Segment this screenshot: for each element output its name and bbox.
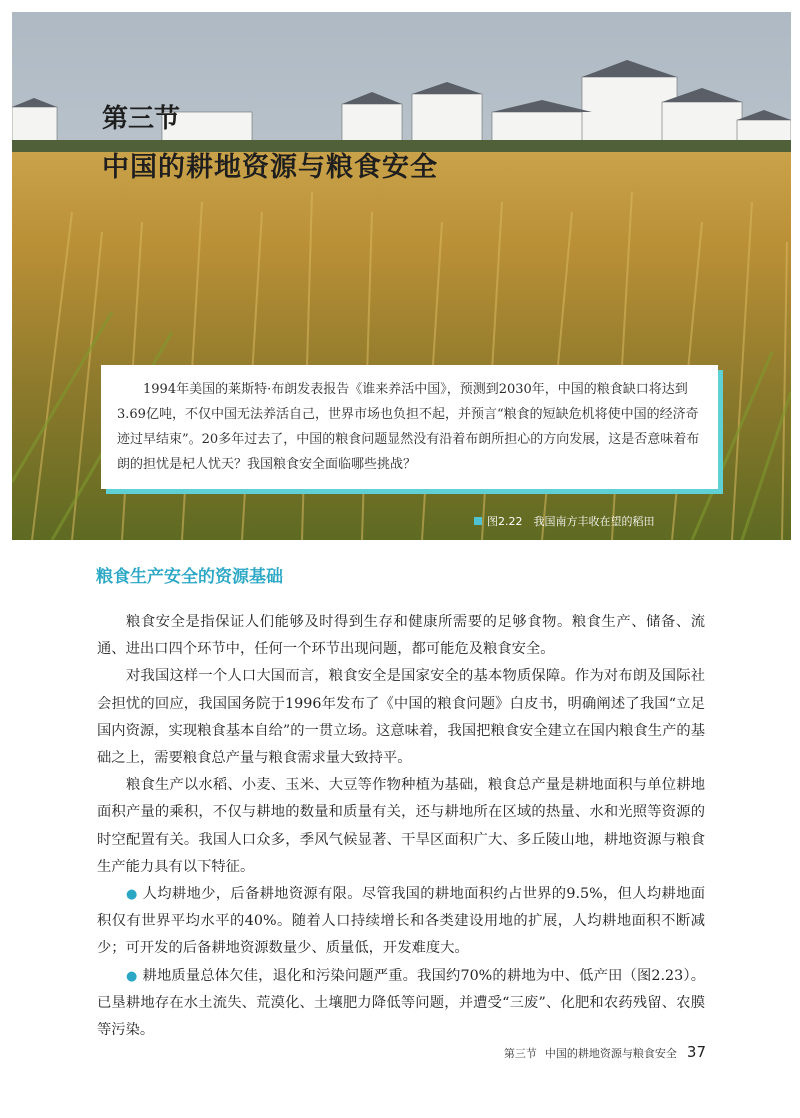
paragraph: 对我国这样一个人口大国而言，粮食安全是国家安全的基本物质保障。作为对布朗及国际社会担忧的回应，我国国务院于1996年发布了《中国的粮食问题》白皮书，明确阐述了我国“立足国内资源，实现粮食基本自给”的一贯立场。这意味着，我国把粮食安全建立在国内粮食生产的基础之上，需要粮食总产量与粮食需求量大致持平。 [97, 668, 705, 767]
chapter-title-block [102, 98, 438, 184]
section-label: 第三节 [102, 104, 181, 134]
bullet-text: 耕地质量总体欠佳，退化和污染问题严重。我国约70%的耕地为中、低产田（图2.23）。已垦耕地存在水土流失、荒漠化、土壤肥力降低等问题，并遭受“三废”、化肥和农药残留、农膜等污染。 [97, 967, 705, 1039]
bullet-item [97, 963, 705, 1045]
intro-box: 1994年美国的莱斯特·布朗发表报告《谁来养活中国》，预测到2030年，中国的粮食缺口将达到3.69亿吨，不仅中国无法养活自己，世界市场也负担不起，并预言“粮食的短缺危机将使中国的经济奇迹过早结束”。20多年过去了，中国的粮食问题显然没有沿着布朗所担心的方向发展，这是否意味着布朗的担忧是杞人忧天？我国粮食安全面临哪些挑战？ [101, 365, 718, 489]
footer-title: 中国的耕地资源与粮食安全 [544, 1047, 677, 1060]
bullet-item [97, 881, 705, 963]
bullet-dot-icon: ● [126, 968, 138, 984]
bullet-dot-icon: ● [126, 887, 138, 903]
paragraph: 粮食安全是指保证人们能够及时得到生存和健康所需要的足够食物。粮食生产、储备、流通、进出口四个环节中，任何一个环节出现问题，都可能危及粮食安全。 [97, 614, 705, 658]
page-footer [504, 1043, 706, 1061]
figure-caption-text: 图2.22 我国南方丰收在望的稻田 [487, 515, 655, 528]
caption-square-icon [474, 517, 482, 525]
chapter-title: 中国的耕地资源与粮食安全 [102, 152, 438, 183]
bullet-text: 人均耕地少，后备耕地资源有限。尽管我国的耕地面积约占世界的9.5%，但人均耕地面积仅有世界平均水平的40%。随着人口持续增长和各类建设用地的扩展，人均耕地面积不断减少；可开发的后备耕地资源数量少、质量低，开发难度大。 [97, 886, 706, 957]
page-number: 37 [686, 1043, 706, 1061]
section-heading: 粮食生产安全的资源基础 [96, 567, 283, 587]
paragraph: 粮食生产以水稻、小麦、玉米、大豆等作物种植为基础，粮食总产量是耕地面积与单位耕地面积产量的乘积，不仅与耕地的数量和质量有关，还与耕地所在区域的热量、水和光照等资源的时空配置有关。我国人口众多，季风气候显著、干旱区面积广大、多丘陵山地，耕地资源与粮食生产能力具有以下特征。 [97, 777, 705, 875]
body-text [97, 609, 705, 1044]
footer-section: 第三节 [503, 1047, 537, 1060]
figure-caption [474, 513, 655, 529]
